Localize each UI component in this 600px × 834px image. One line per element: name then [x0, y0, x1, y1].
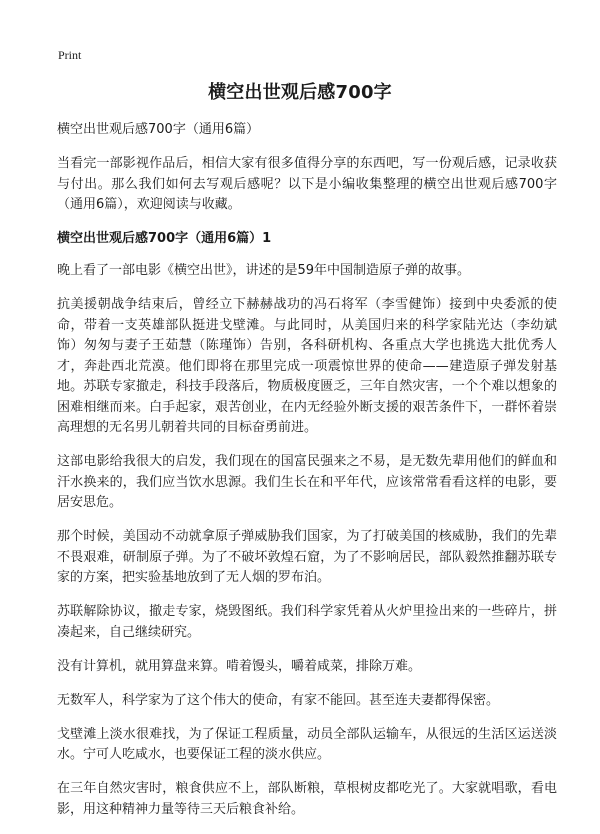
article-subtitle: 横空出世观后感700字（通用6篇） [57, 122, 260, 137]
paragraph: 在三年自然灾害时，粮食供应不上，部队断粮，草根树皮都吃光了。大家就唱歌，看电影，用这种精神力量等待三天后粮食补给。 [57, 781, 557, 817]
paragraph: 戈壁滩上淡水很难找，为了保证工程质量，动员全部队运输车，从很远的生活区运送淡水。宁可人吃咸水，也要保证工程的淡水供应。 [57, 726, 557, 762]
paragraph: 抗美援朝战争结束后，曾经立下赫赫战功的冯石将军（李雪健饰）接到中央委派的使命，带着一支英雄部队挺进戈壁滩。与此同时，从美国归来的科学家陆光达（李幼斌饰）匆匆与妻子王茹慧（陈瑾饰）告别，各科研机构、各重点大学也挑选大批优秀人才，奔赴西北荒漠。他们即将在那里完成一项震惊世界的使命——建造原子弹发射基地。苏联专家撤走，科技手段落后，物质极度匮乏，三年自然灾害，一个个难以想象的困难相继而来。白手起家，艰苦创业，在内无经验外断支援的艰苦条件下，一群怀着崇高理想的无名男儿朝着共同的目标奋勇前进。 [57, 297, 557, 435]
paragraph: 那个时候，美国动不动就拿原子弹威胁我们国家，为了打破美国的核威胁，我们的先辈不畏艰难，研制原子弹。为了不破坏敦煌石窟，为了不影响居民，部队毅然推翻苏联专家的方案，把实验基地放到了无人烟的罗布泊。 [57, 529, 557, 585]
paragraph: 没有计算机，就用算盘来算。啃着馒头，嚼着咸菜，排除万难。 [57, 658, 422, 674]
article-body [57, 120, 557, 834]
paragraph: 这部电影给我很大的启发，我们现在的国富民强来之不易，是无数先辈用他们的鲜血和汗水换来的，我们应当饮水思源。我们生长在和平年代，应该常常看看这样的电影，要居安思危。 [57, 454, 557, 510]
paragraph: 苏联解除协议，撤走专家，烧毁图纸。我们科学家凭着从火炉里捡出来的一些碎片，拼凑起来，自己继续研究。 [57, 604, 557, 640]
intro-paragraph: 当看完一部影视作品后，相信大家有很多值得分享的东西吧，写一份观后感，记录收获与付出。那么我们如何去写观后感呢？以下是小编收集整理的横空出世观后感700字（通用6篇），欢迎阅读与收藏。 [57, 156, 557, 212]
paragraph: 无数军人，科学家为了这个伟大的使命，有家不能回。甚至连夫妻都得保密。 [57, 692, 500, 708]
section-heading: 横空出世观后感700字（通用6篇）1 [57, 231, 272, 246]
page-title: 横空出世观后感700字 [208, 82, 392, 103]
print-link[interactable]: Print [58, 48, 82, 62]
paragraph: 晚上看了一部电影《横空出世》，讲述的是59年中国制造原子弹的故事。 [57, 263, 471, 278]
